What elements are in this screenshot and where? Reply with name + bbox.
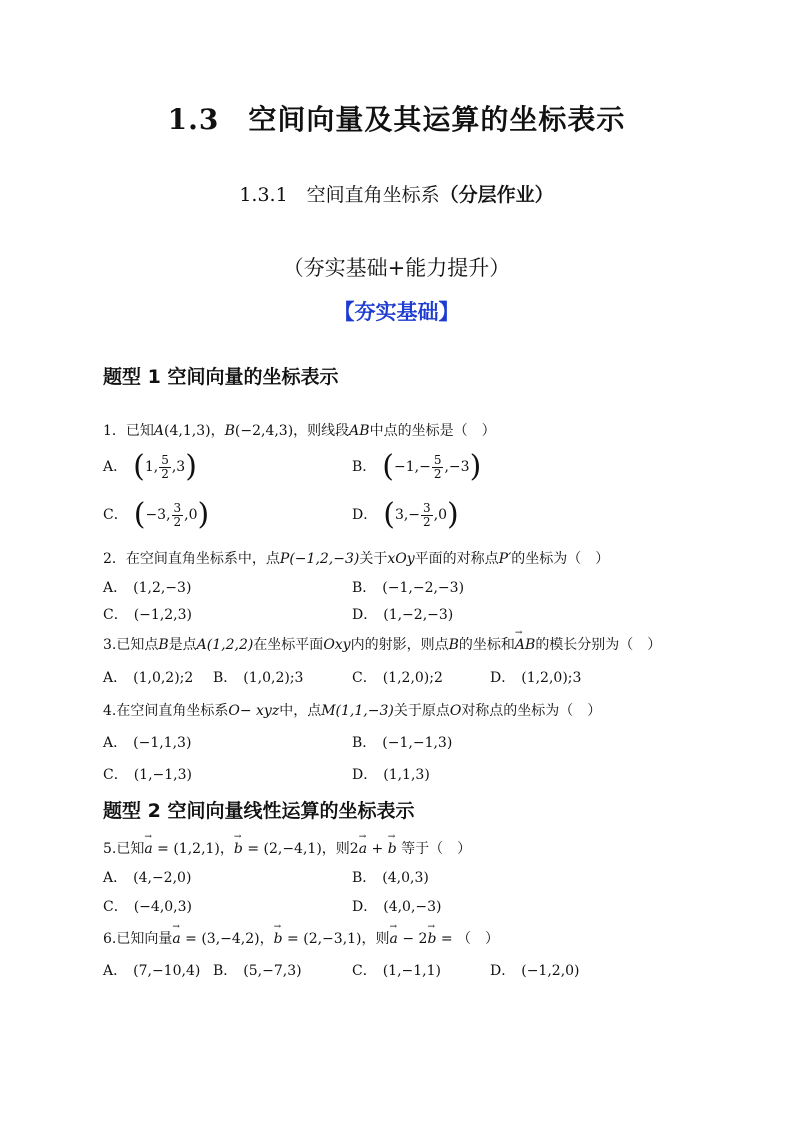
page-subtitle [0,180,793,207]
option-value: (−4,0,3) [133,899,192,915]
q5-vector-b-value: = (2,−4,1) [242,841,322,857]
denominator: 2 [433,466,442,481]
denominator: 2 [161,466,169,481]
option-value: (−1,1,3) [133,735,192,751]
q5-option-b[interactable] [352,867,429,887]
q4-option-b[interactable] [352,732,452,752]
option-label: D． [352,767,378,783]
option-label: B． [352,580,377,596]
q4-point-m: M(1,1,−3) [321,703,394,719]
q5-text-2: ，则 [321,841,350,857]
q3-option-b[interactable] [213,667,303,687]
q6-vector-b: → b [274,931,283,947]
q5-expr-a: → a [359,841,367,857]
q3-text-6: 的模长分别为（ ） [535,637,662,653]
option-label: B． [213,963,238,979]
option-value: (1,2,0);3 [521,670,582,686]
q5-coef: 2 [349,841,359,857]
page-tagline: （夯实基础+能力提升） [282,256,511,280]
q3-text-1: 3.已知点 [103,637,159,653]
option-label: C． [103,507,128,523]
question-4 [103,700,601,720]
q3-text-2: 是点 [168,637,197,653]
option-value: (−1,−2,−3) [382,580,465,596]
option-value: ,−3 [444,459,470,475]
option-label: B． [352,735,377,751]
question-1 [103,420,496,440]
q1-point-a: A [153,423,165,439]
q1-option-c[interactable]: C． (−3, $\frac{3}{2}$ ,0) [103,497,210,532]
option-label: A． [103,963,128,979]
section-title-2: 题型 2 空间向量线性运算的坐标表示 [103,800,415,822]
option-label: A． [103,870,128,886]
q6-expr-b: → b [427,931,436,947]
option-value: (1,−1,3) [133,767,192,783]
option-label: C． [103,607,128,623]
q5-sep: ， [219,841,234,857]
q1-option-d[interactable]: D． (3,− $\frac{3}{2}$ ,0) [352,497,459,532]
q2-text-2: 关于 [359,551,388,567]
q5-expr-b: → b [388,841,397,857]
page-title: 1.3 空间向量及其运算的坐标表示 [167,103,626,136]
q3-option-d[interactable] [490,667,581,687]
subtitle-main: 1.3.1 空间直角坐标系 [239,184,440,206]
option-value: (4,0,−3) [383,899,442,915]
question-3 [103,634,661,654]
option-value: −3, [145,507,171,523]
q4-option-c[interactable] [103,764,192,784]
option-label: D． [352,899,378,915]
option-value: (1,2,−3) [133,580,192,596]
question-5 [103,838,471,858]
option-label: B． [213,670,238,686]
option-value: (7,−10,4) [133,963,201,979]
option-label: A． [103,580,128,596]
q5-vector-b: → b [234,841,243,857]
q1-sep: ， [210,423,225,439]
option-label: C． [103,899,128,915]
q2-option-d[interactable] [352,604,453,624]
q2-plane: xOy [387,551,415,567]
q4-origin: O [449,703,462,719]
option-label: D． [352,507,378,523]
q5-option-d[interactable] [352,896,442,916]
q3-option-c[interactable] [352,667,443,687]
numerator: 3 [423,500,431,515]
q2-point-p: P(−1,2,−3) [279,551,360,567]
subtitle-bold: （分层作业） [439,184,554,206]
q6-expr-a: → a [390,931,398,947]
q4-coord-system: O− xyz [228,703,280,719]
q1-point-a-coord: (4,1,3) [164,423,211,439]
q5-option-c[interactable] [103,896,192,916]
option-value: (1,2,0);2 [382,670,443,686]
q1-segment: AB [349,423,370,439]
denominator: 2 [423,514,431,529]
option-value: 3,− [394,507,421,523]
option-label: D． [352,607,378,623]
q4-text-4: 对称点的坐标为（ ） [461,703,602,719]
fraction [172,502,184,529]
option-value: ,0 [184,507,198,523]
option-value: (1,1,3) [383,767,430,783]
q6-option-d[interactable] [490,960,580,980]
fraction [159,454,171,481]
q1-text-3: 中点的坐标是（ ） [369,423,496,439]
q3-option-a[interactable] [103,667,193,687]
q4-option-d[interactable] [352,764,430,784]
question-2 [103,548,609,568]
q3-plane: Oxy [323,637,351,653]
q2-option-b[interactable] [352,577,464,597]
q4-text-1: 4.在空间直角坐标系 [103,703,229,719]
q3-text-3: 在坐标平面 [253,637,324,653]
q5-text-3: 等于（ ） [396,841,472,857]
option-label: D． [490,963,516,979]
fraction [432,454,444,481]
q2-option-c[interactable] [103,604,192,624]
q6-vector-b-value: = (2,−3,1) [282,931,362,947]
q6-text-2: ，则 [361,931,390,947]
q3-text-5: 的坐标和 [458,637,515,653]
section-badge: 【夯实基础】 [333,300,460,324]
q6-text-1: 6.已知向量 [103,931,173,947]
q5-option-a[interactable] [103,867,191,887]
option-value: (−1,2,3) [133,607,192,623]
q6-sep: ， [259,931,274,947]
option-label: C． [103,767,128,783]
q2-option-a[interactable] [103,577,191,597]
fraction [421,502,433,529]
option-value: (−1,2,0) [521,963,580,979]
q5-vector-a: → a [144,841,152,857]
option-value: (4,−2,0) [133,870,192,886]
q3-point-a: A(1,2,2) [196,637,254,653]
option-value: ,3 [171,459,186,475]
option-value: (1,0,2);3 [243,670,304,686]
option-label: D． [490,670,516,686]
question-6 [103,928,499,948]
q1-text-1: 1．已知 [103,423,154,439]
numerator: 3 [173,500,182,515]
numerator: 5 [161,452,169,467]
option-label: C． [352,670,377,686]
option-label: C． [352,963,377,979]
q3-vector-ab: → AB [515,637,535,653]
q4-text-3: 关于原点 [393,703,450,719]
option-value: (1,−1,1) [382,963,441,979]
option-label: A． [103,670,128,686]
option-value: (4,0,3) [382,870,429,886]
q4-text-2: 中，点 [279,703,322,719]
q2-point-p-prime: P′ [498,551,512,567]
option-label: B． [352,870,377,886]
numerator: 5 [433,452,442,467]
q6-vector-a-value: = (3,−4,2) [180,931,260,947]
q5-vector-a-value: = (1,2,1) [152,841,220,857]
q6-minus: − 2 [397,931,428,947]
q1-point-b-coord: (−2,4,3) [234,423,294,439]
q1-option-a[interactable]: A． (1, $\frac{5}{2}$ ,3) [103,449,197,484]
q1-point-b: B [224,423,235,439]
q1-text-2: ，则线段 [293,423,350,439]
denominator: 2 [173,514,182,529]
q5-text-1: 5.已知 [103,841,145,857]
q3-point-b-2: B [448,637,459,653]
q3-text-4: 内的射影，则点 [350,637,449,653]
option-value: −1,− [394,459,431,475]
option-value: (1,−2,−3) [383,607,454,623]
option-label: B． [352,459,377,475]
q6-text-3: = （ ） [436,931,500,947]
q6-option-b[interactable] [213,960,302,980]
q6-option-c[interactable] [352,960,441,980]
q1-option-b[interactable]: B． (−1,− $\frac{5}{2}$ ,−3) [352,449,482,484]
q6-option-a[interactable] [103,960,200,980]
option-value: ,0 [433,507,448,523]
option-value: (1,0,2);2 [133,670,194,686]
q5-plus: + [367,841,388,857]
q3-point-b: B [158,637,169,653]
option-value: (−1,−1,3) [382,735,453,751]
option-value: (5,−7,3) [243,963,302,979]
option-label: A． [103,735,128,751]
q2-text-1: 2．在空间直角坐标系中，点 [103,551,280,567]
q4-option-a[interactable] [103,732,191,752]
option-label: A． [103,459,128,475]
q2-text-3: 平面的对称点 [414,551,499,567]
option-value: 1, [144,459,159,475]
section-title-1: 题型 1 空间向量的坐标表示 [103,366,339,388]
q6-vector-a: → a [172,931,180,947]
q2-text-4: 的坐标为（ ） [511,551,610,567]
